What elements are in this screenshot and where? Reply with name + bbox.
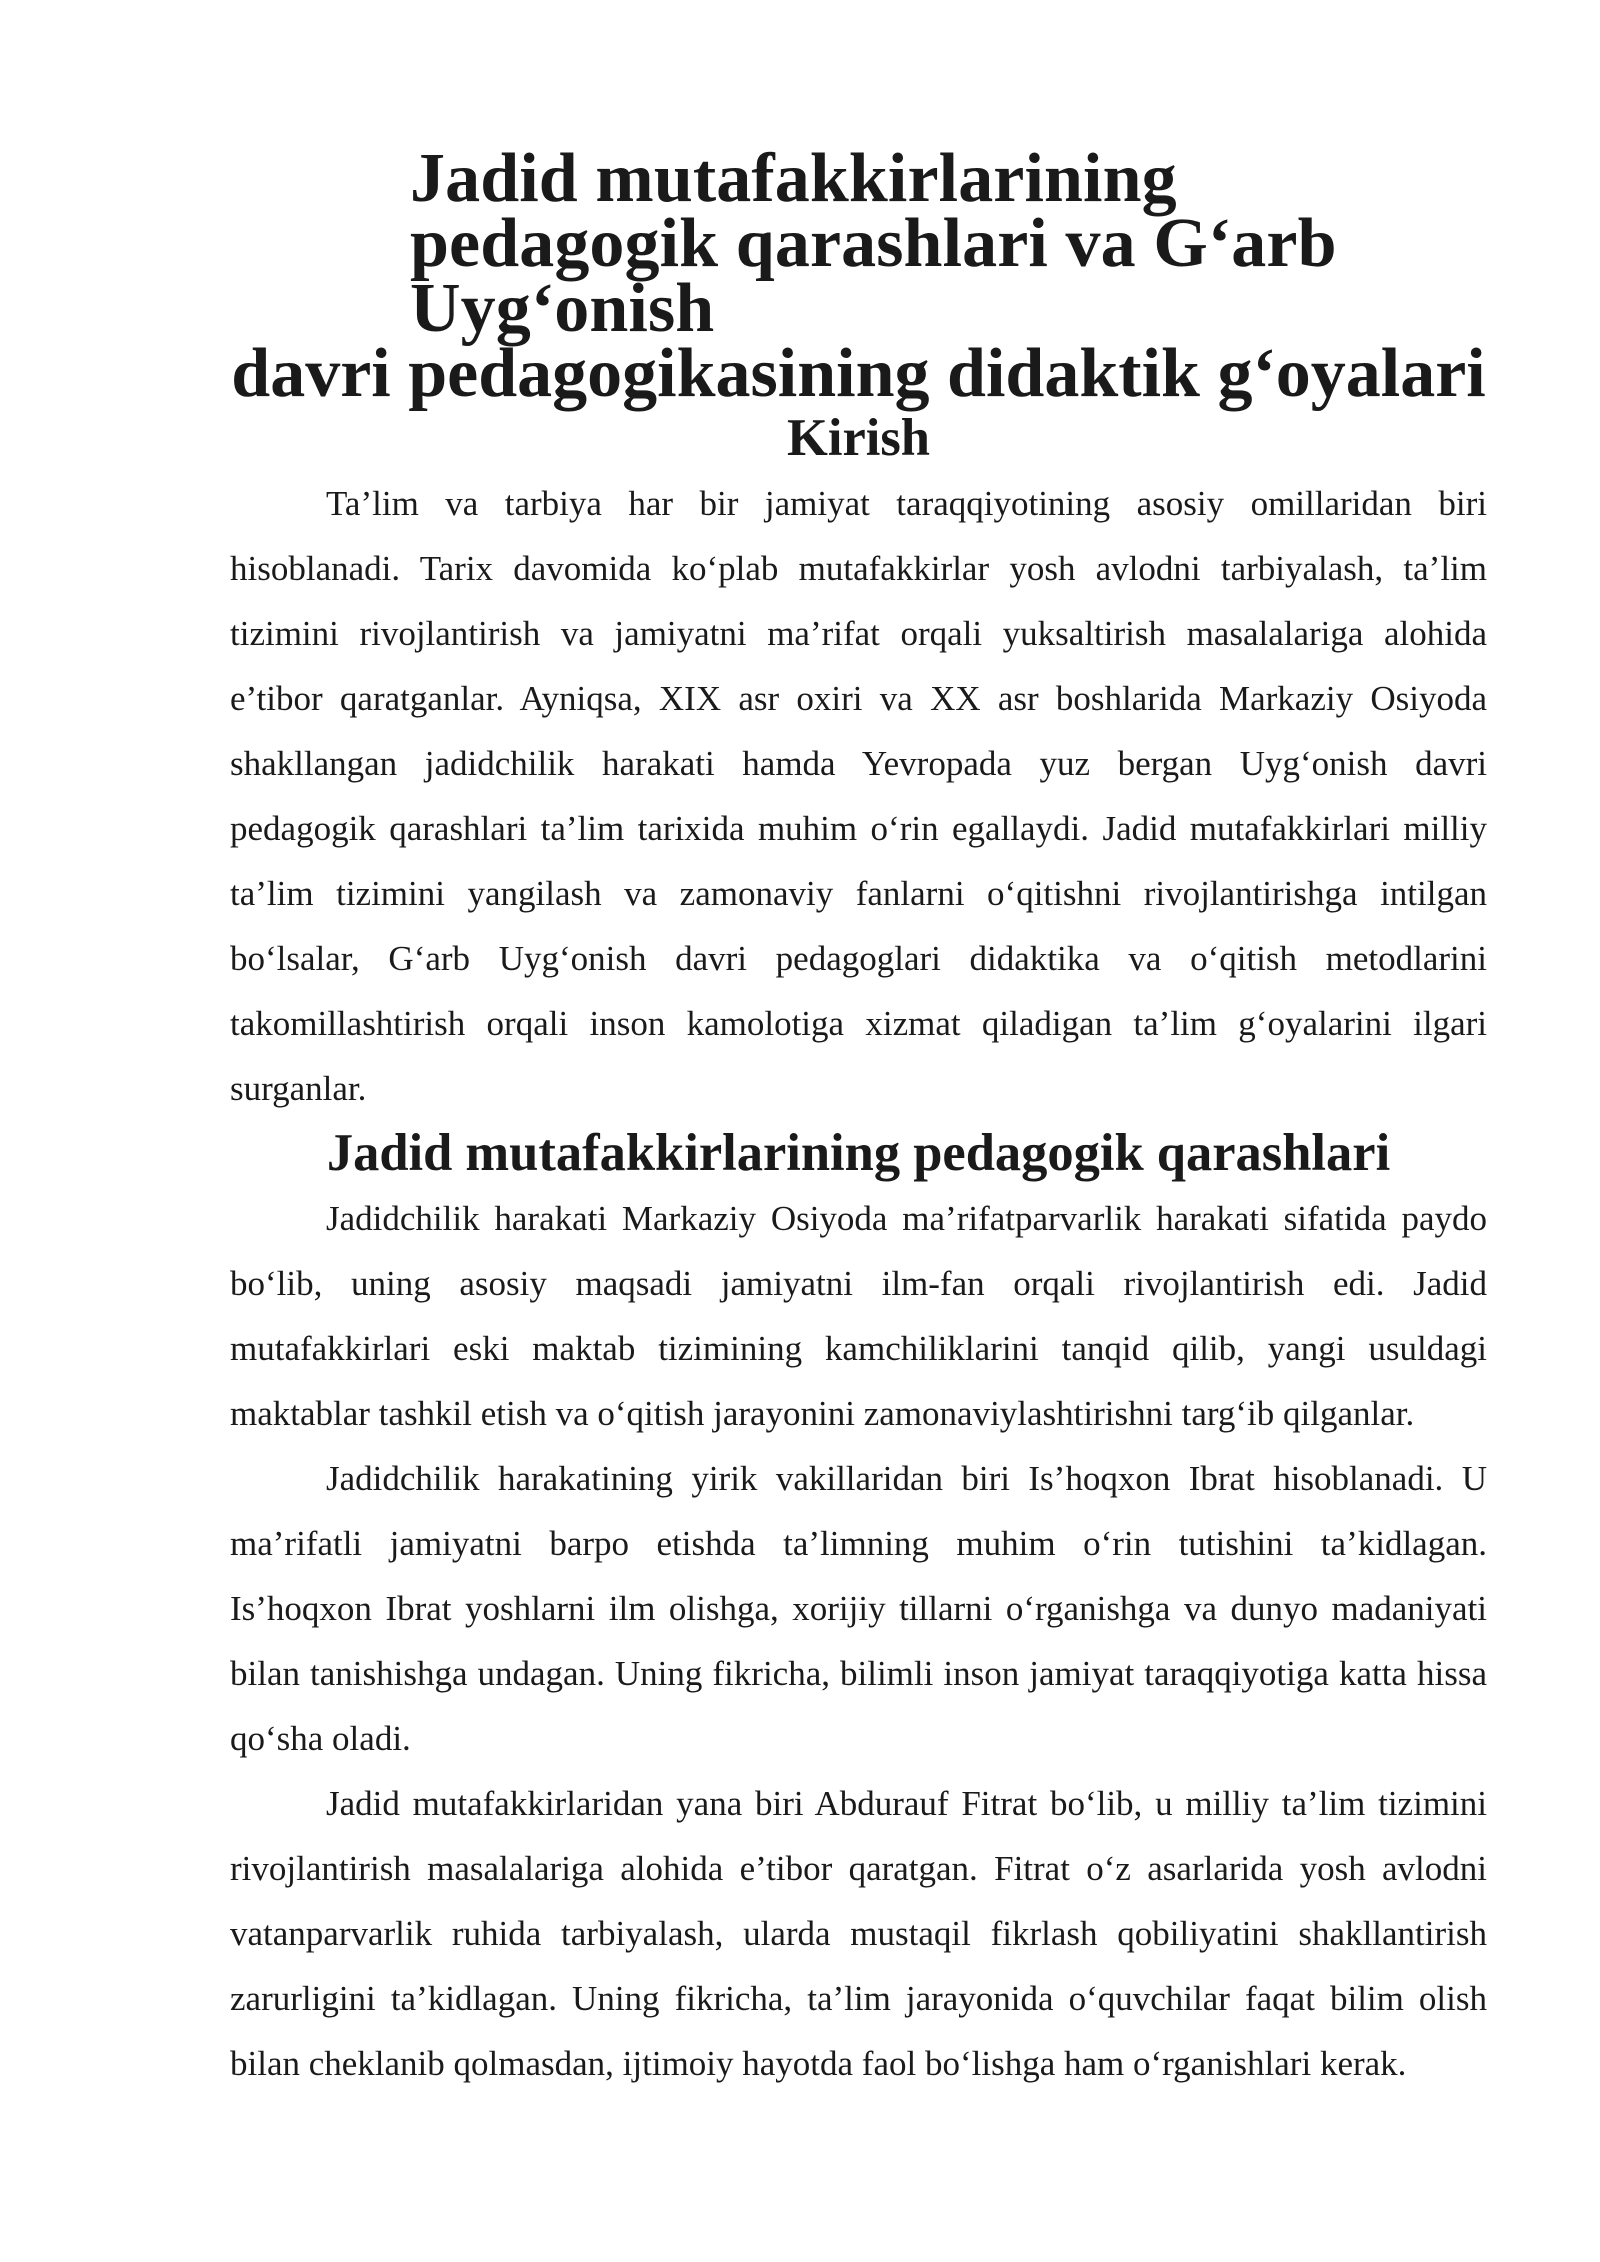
intro-heading: Kirish <box>787 409 930 467</box>
body-paragraph-2: Jadidchilik harakatining yirik vakillaridan biri Is’hoqxon Ibrat hisoblanadi. U ma’rifatli jamiyatni barpo etishda ta’limning muhim o‘rin tutishini ta’kidlagan. Is’hoqxon Ibrat yoshlarni ilm olishga, xorijiy tillarni o‘rganishga va dunyo madaniyati bilan tanishishga undagan. Uning fikricha, bilimli inson jamiyat taraqqiyotiga katta hissa qo‘sha oladi. <box>230 1459 1487 1758</box>
body-paragraph-3: Jadid mutafakkirlaridan yana biri Abdurauf Fitrat bo‘lib, u milliy ta’lim tizimini rivojlantirish masalalariga alohida e’tibor qaratgan. Fitrat o‘z asarlarida yosh avlodni vatanparvarlik ruhida tarbiyalash, ularda mustaqil fikrlash qobiliyatini shakllantirish zarurligini ta’kidlagan. Uning fikricha, ta’lim jarayonida o‘quvchilar faqat bilim olish bilan cheklanib qolmasdan, ijtimoiy hayotda faol bo‘lishga ham o‘rganishlari kerak. <box>230 1784 1487 2083</box>
title-line-2: davri pedagogikasining didaktik g‘oyalari <box>231 335 1486 412</box>
document-title <box>230 140 1487 412</box>
body-paragraph-1: Jadidchilik harakati Markaziy Osiyoda ma’rifatparvarlik harakati sifatida paydo bo‘lib, uning asosiy maqsadi jamiyatni ilm-fan orqali rivojlantirish edi. Jadid mutafakkirlari eski maktab tizimining kamchiliklarini tanqid qilib, yangi usuldagi maktablar tashkil etish va o‘qitish jarayonini zamonaviylashtirishni targ‘ib qilganlar. <box>230 1199 1487 1433</box>
document-page <box>230 140 1487 2096</box>
section-heading: Jadid mutafakkirlarining pedagogik qarashlari <box>326 1124 1391 1182</box>
title-line-1: Jadid mutafakkirlarining pedagogik qarashlari va G‘arb Uyg‘onish <box>410 140 1337 347</box>
intro-paragraph: Ta’lim va tarbiya har bir jamiyat taraqqiyotining asosiy omillaridan biri hisoblanadi. Tarix davomida ko‘plab mutafakkirlar yosh avlodni tarbiyalash, ta’lim tizimini rivojlantirish va jamiyatni ma’rifat orqali yuksaltirish masalalariga alohida e’tibor qaratganlar. Ayniqsa, XIX asr oxiri va XX asr boshlarida Markaziy Osiyoda shakllangan jadidchilik harakati hamda Yevropada yuz bergan Uyg‘onish davri pedagogik qarashlari ta’lim tarixida muhim o‘rin egallaydi. Jadid mutafakkirlari milliy ta’lim tizimini yangilash va zamonaviy fanlarni o‘qitishni rivojlantirishga intilgan bo‘lsalar, G‘arb Uyg‘onish davri pedagoglari didaktika va o‘qitish metodlarini takomillashtirish orqali inson kamolotiga xizmat qiladigan ta’lim g‘oyalarini ilgari surganlar. <box>230 484 1487 1108</box>
